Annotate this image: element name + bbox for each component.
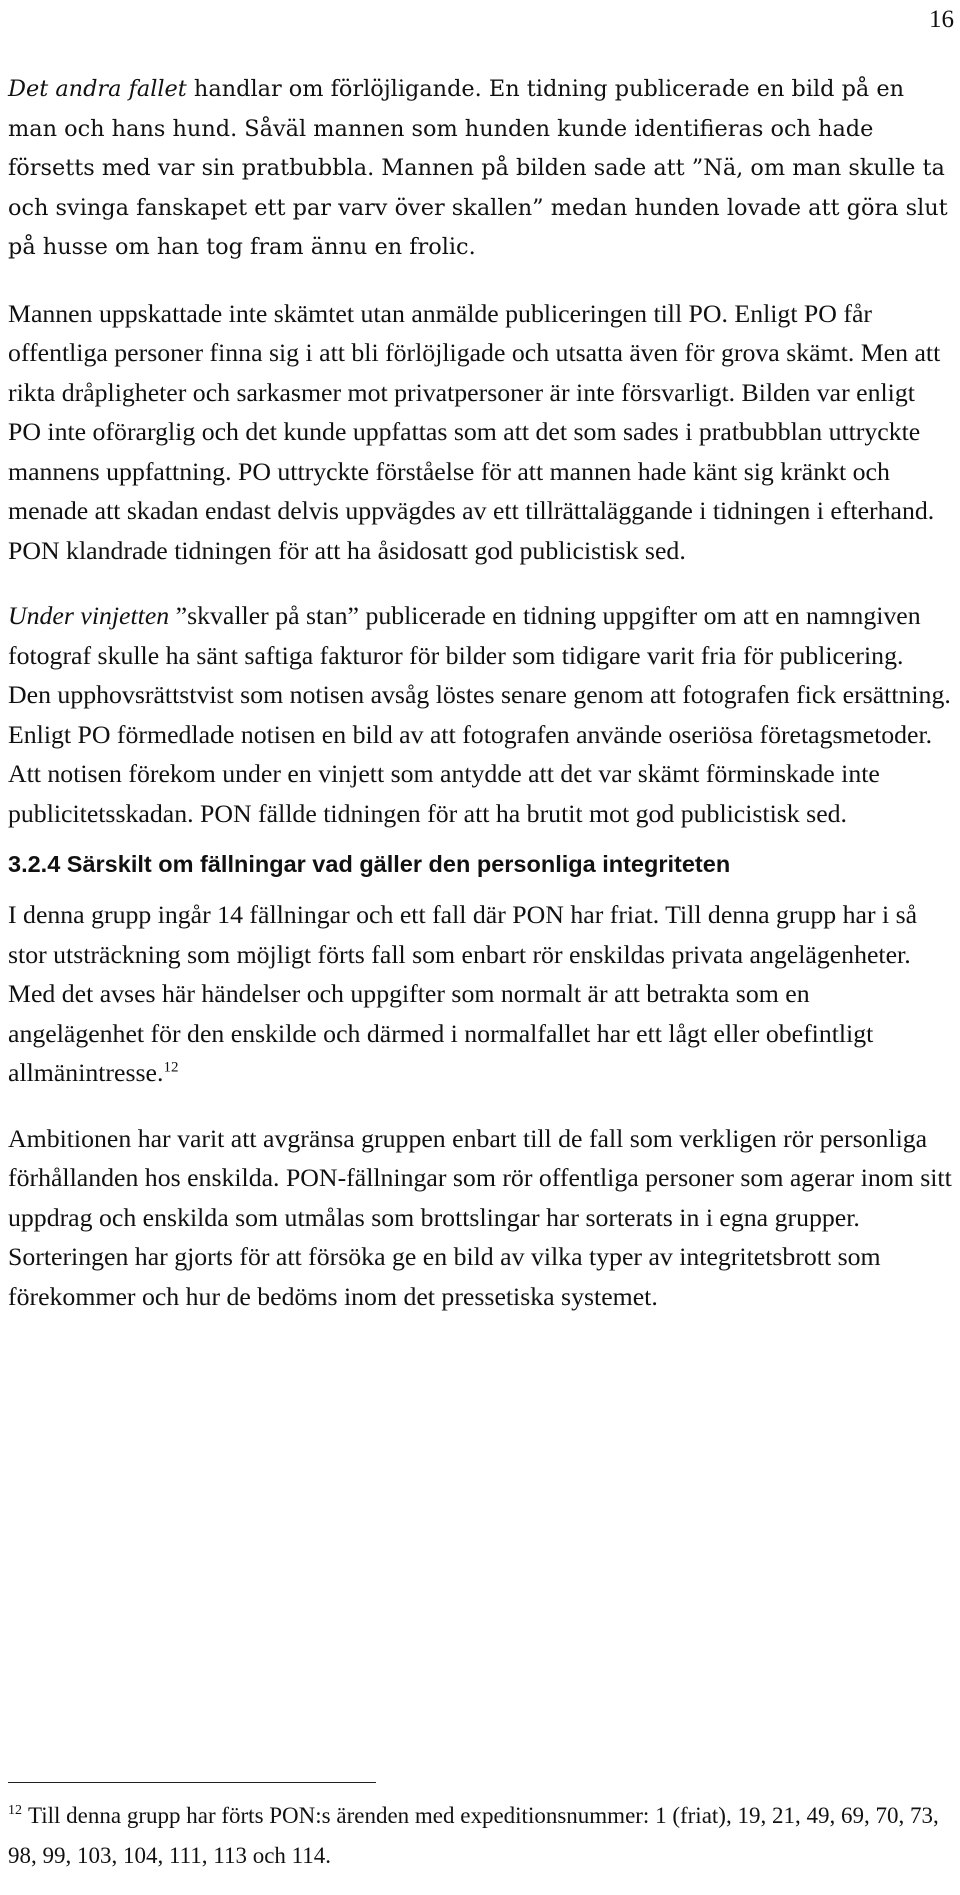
paragraph-3-lead: Under vinjetten <box>8 601 170 630</box>
footnote-divider <box>8 1782 376 1783</box>
paragraph-3-text: ”skvaller på stan” publicerade en tidning uppgifter om att en namngiven fotograf skulle ha sänt saftiga fakturor för bilder som tidigare varit fria för publicering. Den upphovsrättstvist som notisen avsåg löstes senare genom att fotografen fick ersättning. Enligt PO förmedlade notisen en bild av att fotografen använde oseriösa företagsmetoder. Att notisen förekom under en vinjett som antydde att det var skämt förminskade inte publicitetsskadan. PON fällde tidningen för att ha brutit mot god publicistisk sed. <box>8 601 951 828</box>
paragraph-5: Ambitionen har varit att avgränsa gruppen enbart till de fall som verkligen rör personliga förhållanden hos enskilda. PON-fällningar som rör offentliga personer som agerar inom sitt uppdrag och enskilda som utmålas som brottslingar har sorterats in i egna grupper. Sorteringen har gjorts för att försöka ge en bild av vilka typer av integritetsbrott som förekommer och hur de bedöms inom det pressetiska systemet. <box>8 1123 952 1311</box>
footnote-number: 12 <box>8 1803 22 1819</box>
footnote-reference[interactable]: 12 <box>163 1059 179 1076</box>
paragraph-3 <box>8 596 952 833</box>
paragraph-1 <box>8 70 952 268</box>
paragraph-2: Mannen uppskattade inte skämtet utan anmälde publiceringen till PO. Enligt PO får offentliga personer finna sig i att bli förlöjligade och utsatta även för grova skämt. Men att rikta dråpligheter och sarkasmer mot privatpersoner är inte försvarligt. Bilden var enligt PO inte oförarglig och det kunde uppfattas som att det som sades i pratbubblan uttryckte mannens uppfattning. PO uttryckte förståelse för att mannen hade känt sig kränkt och menade att skadan endast delvis uppvägdes av ett tillrättaläggande i tidningen i efterhand. PON klandrade tidningen för att ha åsidosatt god publicistisk sed. <box>8 298 941 565</box>
paragraph-4 <box>8 895 952 1093</box>
footnote <box>8 1796 952 1876</box>
page-body <box>8 70 952 1316</box>
page-number: 16 <box>929 6 954 33</box>
section-heading: 3.2.4 Särskilt om fällningar vad gäller den personliga integriteten <box>8 851 731 877</box>
paragraph-1-text: handlar om förlöjligande. En tidning publicerade en bild på en man och hans hund. Såväl mannen som hunden kunde identifieras och hade försetts med var sin pratbubbla. Mannen på bilden sade att ”Nä, om man skulle ta och svinga fanskapet ett par varv över skallen” medan hunden lovade att göra slut på husse om han tog fram ännu en frolic. <box>8 76 948 260</box>
footnote-text: Till denna grupp har förts PON:s ärenden med expeditionsnummer: 1 (friat), 19, 21, 49, 69, 70, 73, 98, 99, 103, 104, 111, 113 och 114. <box>8 1803 939 1868</box>
paragraph-4-text: I denna grupp ingår 14 fällningar och ett fall där PON har friat. Till denna grupp har i så stor utsträckning som möjligt förts fall som enbart rör enskildas privata angelägenheter. Med det avses här händelser och uppgifter som normalt är att betrakta som en angelägenhet för den enskilde och därmed i normalfallet har ett lågt eller obefintligt allmänintresse. <box>8 900 918 1087</box>
paragraph-1-lead: Det andra fallet <box>8 76 187 102</box>
